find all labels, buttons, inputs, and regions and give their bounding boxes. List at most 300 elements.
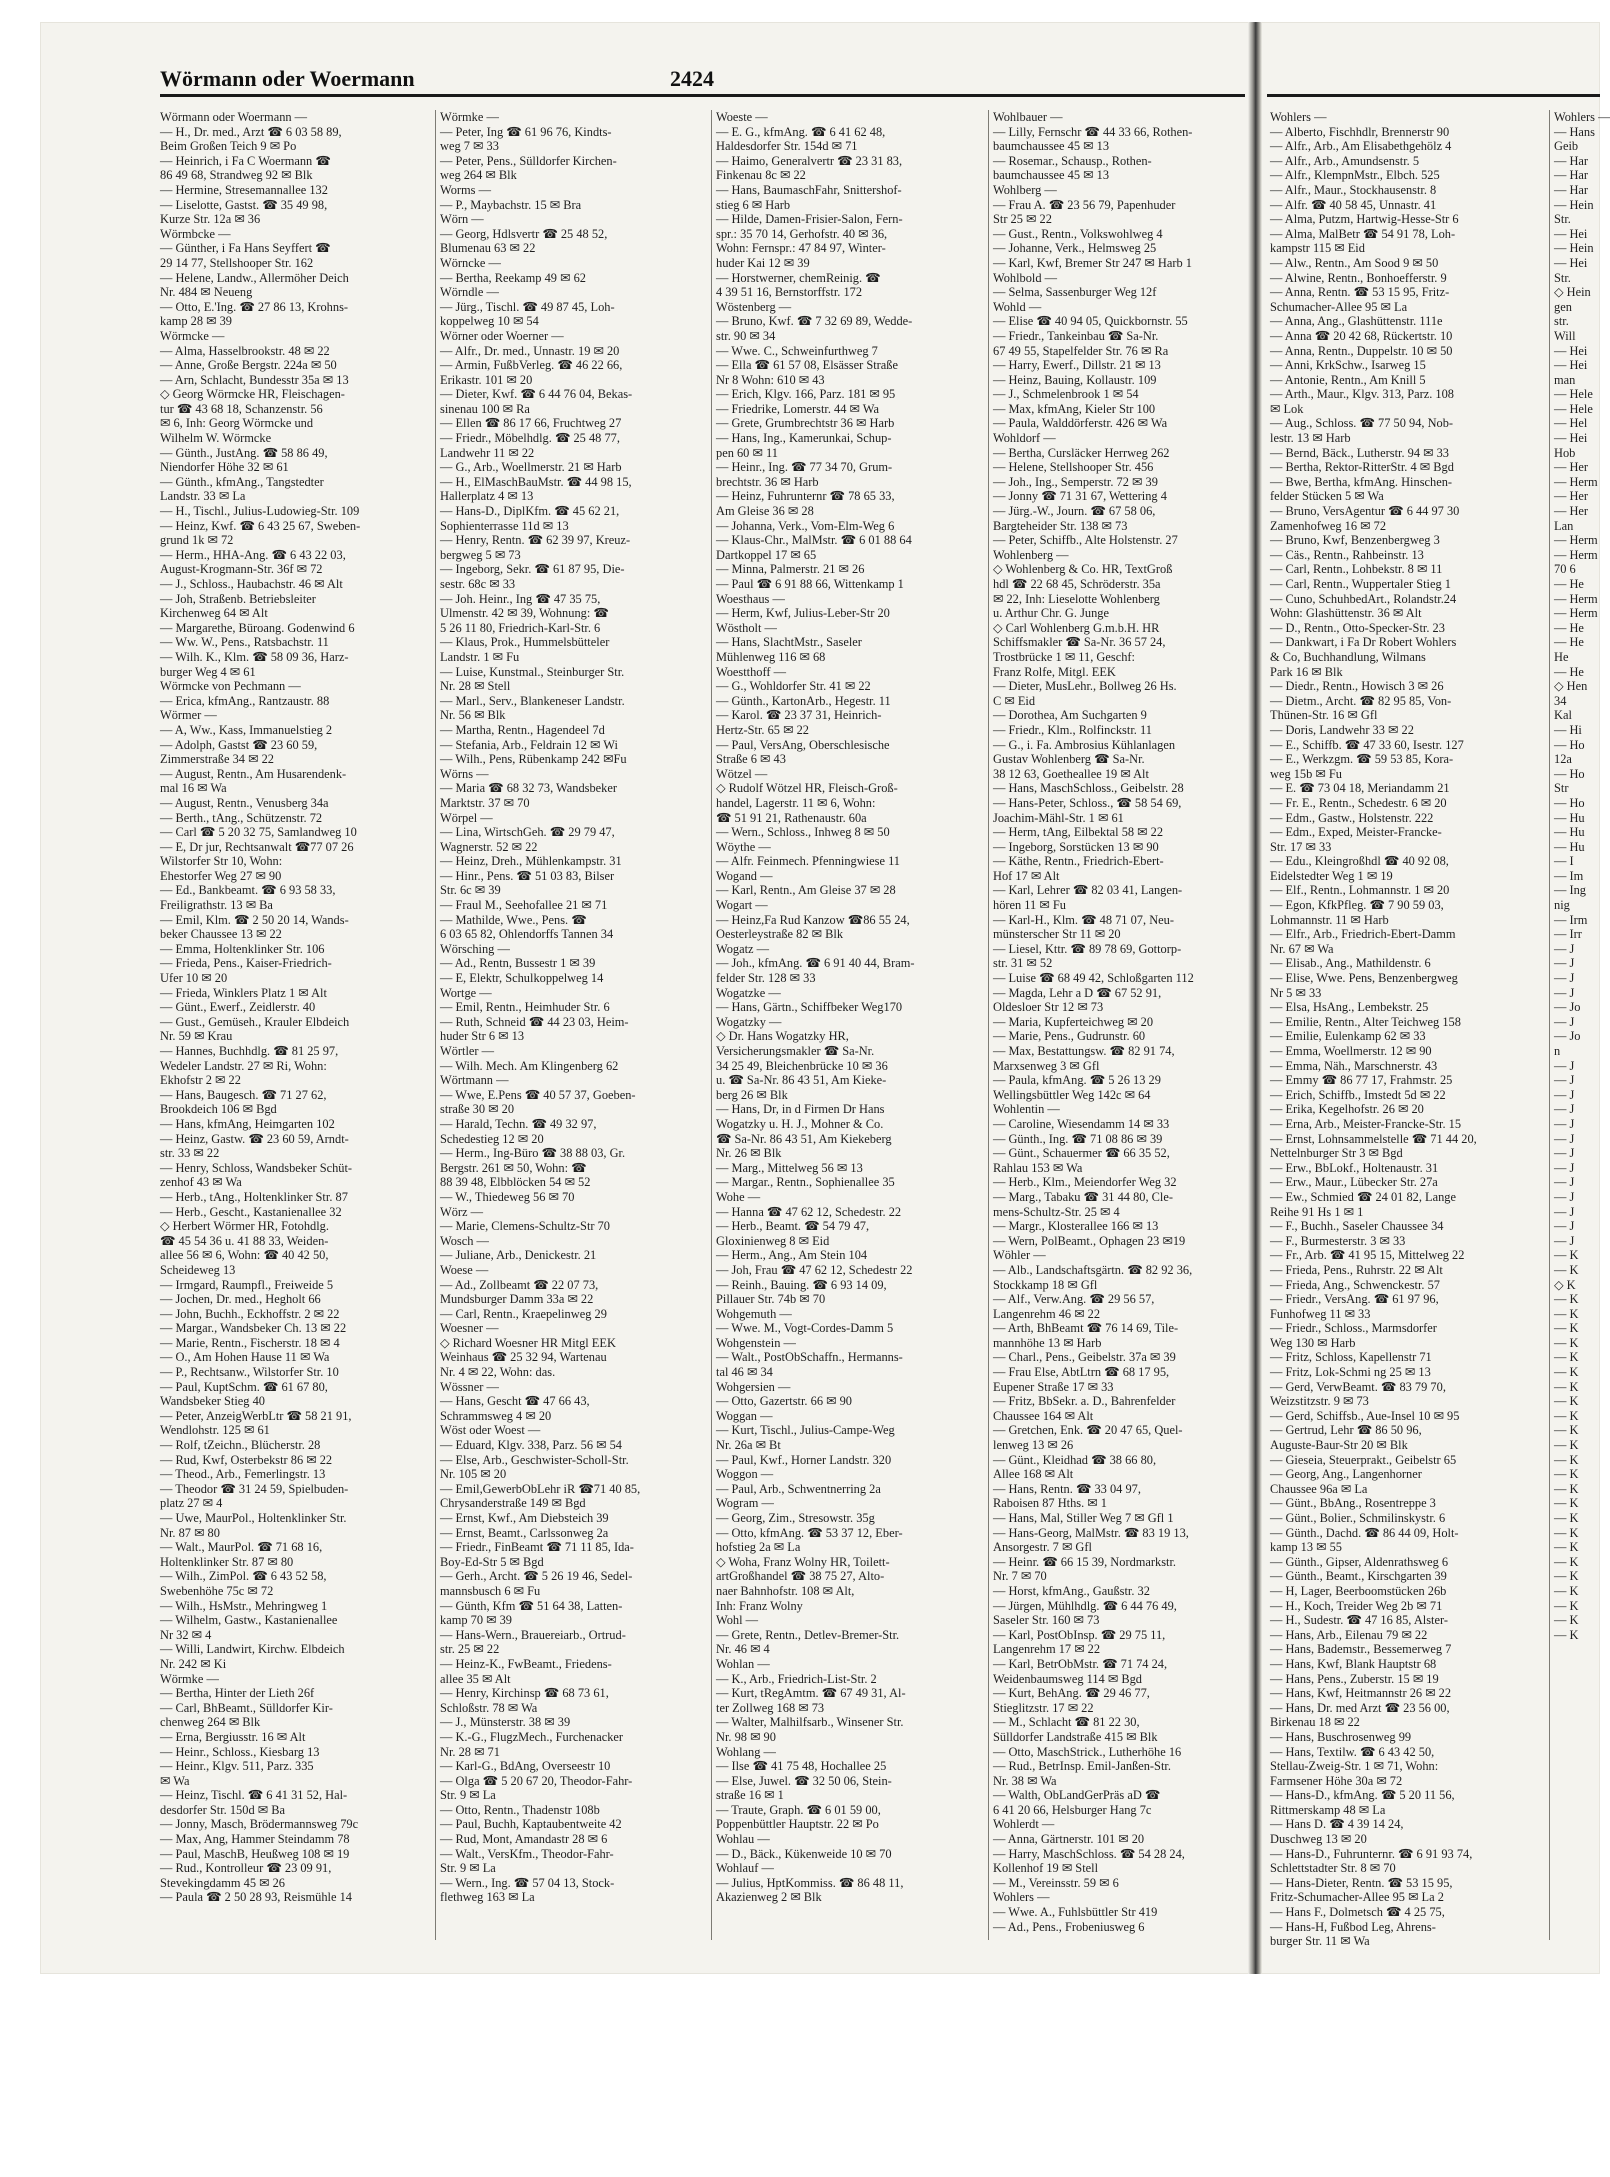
directory-line: — Heinr., Ing. ☎ 77 34 70, Grum- (716, 460, 893, 475)
directory-line: — K (1554, 1262, 1579, 1277)
directory-line: felder Str. 128 ✉ 33 (716, 971, 816, 986)
directory-line: ◇ Woha, Franz Wolny HR, Toilett- (716, 1554, 890, 1569)
directory-line: Wohgemuth — (716, 1306, 792, 1321)
directory-line: baumchaussee 45 ✉ 13 (993, 168, 1110, 183)
directory-line: ◇ Hen (1554, 679, 1588, 694)
directory-line: Reihe 91 Hs 1 ✉ 1 (1270, 1204, 1364, 1219)
directory-line: münsterscher Str 11 ✉ 20 (993, 927, 1121, 942)
directory-line: ter Zollweg 168 ✉ 73 (716, 1700, 825, 1715)
directory-line: — Fritz, Schloss, Kapellenstr 71 (1270, 1350, 1432, 1365)
directory-line: Wosch — (440, 1233, 489, 1248)
directory-line: — Günt., Schauermer ☎ 66 35 52, (993, 1146, 1170, 1161)
directory-line: Franz Rolfe, Mitgl. EEK (993, 664, 1116, 679)
directory-line: — Karl, Kwf, Bremer Str 247 ✉ Harb 1 (993, 255, 1192, 270)
running-head: Wörmann oder Woermann (160, 66, 415, 91)
directory-line: Nr. 87 ✉ 80 (160, 1525, 220, 1540)
directory-line: — Erna, Arb., Meister-Francke-Str. 15 (1270, 1116, 1462, 1131)
directory-line: Haldesdorfer Str. 154d ✉ 71 (716, 139, 858, 154)
directory-line: — Heinz, Dreh., Mühlenkampstr. 31 (440, 854, 622, 869)
directory-line: — Günth., Beamt., Kirschgarten 39 (1270, 1569, 1447, 1584)
directory-line: — Traute, Graph. ☎ 6 01 59 00, (716, 1802, 881, 1817)
directory-line: — Olga ☎ 5 20 67 20, Theodor-Fahr- (440, 1773, 633, 1788)
directory-line: — K (1554, 1335, 1579, 1350)
directory-line: — J (1554, 1131, 1575, 1146)
directory-line: Wohe — (716, 1189, 761, 1204)
directory-line: — Hans, Ing., Kamerunkai, Schup- (716, 431, 892, 446)
directory-line: Nr 8 Wohn: 610 ✉ 43 (716, 372, 825, 387)
directory-line: Wilhelm W. Wörmcke (160, 431, 272, 446)
directory-line: — Herm (1554, 474, 1598, 489)
directory-line: ◇ Herbert Wörmer HR, Fotohdlg. (160, 1219, 329, 1234)
directory-line: Fritz-Schumacher-Allee 95 ✉ La 2 (1270, 1890, 1444, 1905)
directory-line: Holtenklinker Str. 87 ✉ 80 (160, 1554, 294, 1569)
directory-line: — E., Schiffb. ☎ 47 33 60, Isestr. 127 (1270, 737, 1464, 752)
directory-line: — Wern, PolBeamt., Ophagen 23 ✉19 (993, 1233, 1186, 1248)
directory-line: — Emma, Näh., Marschnerstr. 43 (1270, 1058, 1438, 1073)
directory-line: Woggon — (716, 1467, 774, 1482)
directory-line: Weg 130 ✉ Harb (1270, 1335, 1356, 1350)
directory-line: — Elfr., Arb., Friedrich-Ebert-Damm (1270, 927, 1456, 942)
directory-line: — Klaus, Prok., Hummelsbütteler (440, 635, 610, 650)
directory-line: — Günth., Ing. ☎ 71 08 86 ✉ 39 (993, 1131, 1163, 1146)
directory-line: — Paul ☎ 6 91 88 66, Wittenkamp 1 (716, 577, 904, 591)
directory-line: — Peter, Schiffb., Alte Holstenstr. 27 (993, 533, 1178, 548)
directory-line: Will (1554, 328, 1576, 343)
directory-line: — Anna, Rentn., Duppelstr. 10 ✉ 50 (1270, 343, 1453, 358)
directory-line: — H., Dr. med., Arzt ☎ 6 03 58 89, (160, 124, 342, 139)
directory-line: — Bruno, Kwf, Benzenbergweg 3 (1270, 533, 1440, 548)
directory-line: — K (1554, 1321, 1579, 1336)
directory-line: — Henry, Kirchinsp ☎ 68 73 61, (440, 1686, 609, 1701)
directory-line: — Emilie, Eulenkamp 62 ✉ 33 (1270, 1029, 1426, 1044)
directory-line: — He (1554, 620, 1584, 635)
directory-line: Wohld — (993, 299, 1042, 314)
directory-line: — Gretchen, Enk. ☎ 20 47 65, Quel- (993, 1423, 1183, 1438)
directory-line: — Günth., kfmAng., Tangstedter (160, 474, 324, 489)
directory-line: Schedestieg 12 ✉ 20 (440, 1131, 544, 1146)
directory-line: Woese — (440, 1262, 489, 1277)
directory-line: — Fraul M., Seehofallee 21 ✉ 71 (440, 898, 608, 913)
directory-line: — Hans-D., DiplKfm. ☎ 45 62 21, (440, 504, 620, 519)
directory-line: str. 31 ✉ 52 (993, 956, 1053, 971)
directory-line: — Georg, Hdlsvertr ☎ 25 48 52, (440, 226, 608, 241)
directory-line: — Wwe. A., Fuhlsbüttler Str 419 (993, 1905, 1158, 1920)
directory-line: — Ilse ☎ 41 75 48, Hochallee 25 (716, 1759, 887, 1774)
directory-line: — Ernst, Kwf., Am Diebsteich 39 (440, 1511, 609, 1525)
directory-line: Schloßstr. 78 ✉ Wa (440, 1700, 538, 1715)
directory-line: — Rolf, tZeichn., Blücherstr. 28 (160, 1438, 321, 1453)
directory-line: — J (1554, 1058, 1575, 1073)
directory-line: — Wilh., Pens, Rübenkamp 242 ✉Fu (440, 752, 627, 767)
directory-line: Wohlbold — (993, 270, 1058, 285)
directory-line: ◇ Hein (1554, 285, 1591, 300)
directory-line: — Heinz,Fa Rud Kanzow ☎86 55 24, (716, 912, 910, 927)
directory-line: Woesthaus — (716, 591, 785, 606)
directory-line: — Anni, KrkSchw., Isarweg 15 (1270, 358, 1426, 373)
directory-line: Str. 17 ✉ 33 (1270, 839, 1332, 854)
directory-line: — J (1554, 971, 1575, 986)
directory-line: Wöstholt — (716, 620, 777, 635)
directory-line: — Otto, kfmAng. ☎ 53 37 12, Eber- (716, 1525, 903, 1540)
directory-line: Stellau-Zweig-Str. 1 ✉ 71, Wohn: (1270, 1759, 1439, 1774)
directory-line: Schlettstadter Str. 8 ✉ 70 (1270, 1861, 1396, 1876)
directory-line: Chaussee 164 ✉ Alt (993, 1408, 1094, 1423)
directory-line: — Heinr. ☎ 66 15 39, Nordmarkstr. (993, 1554, 1177, 1569)
directory-line: — Hans, Bademstr., Bessemerweg 7 (1270, 1642, 1452, 1657)
directory-line: Woeste — (716, 110, 768, 124)
directory-line: — Günth., KartonArb., Hegestr. 11 (716, 693, 891, 708)
directory-line: — Edu., Kleingroßhdl ☎ 40 92 08, (1270, 854, 1449, 869)
directory-line: Lan (1554, 518, 1574, 533)
directory-line: 88 39 48, Elbblöcken 54 ✉ 52 (440, 1175, 591, 1190)
directory-line: — Martha, Rentn., Hagendeel 7d (440, 722, 605, 737)
directory-line: — E. ☎ 73 04 18, Meriandamm 21 (1270, 781, 1450, 796)
directory-line: Rittmerskamp 48 ✉ La (1270, 1802, 1386, 1817)
directory-line: — Jo (1554, 1029, 1581, 1044)
directory-line: Dartkoppel 17 ✉ 65 (716, 547, 817, 562)
directory-line: — Emma, Holtenklinker Str. 106 (160, 941, 325, 956)
directory-line: — K (1554, 1408, 1579, 1423)
directory-line: Wössner — (440, 1379, 499, 1394)
directory-line: — Heinz, Tischl. ☎ 6 41 31 52, Hal- (160, 1788, 348, 1803)
directory-line: Lohmannstr. 11 ✉ Harb (1270, 912, 1389, 927)
directory-line: — Erw., Maur., Lübecker Str. 27a (1270, 1175, 1438, 1190)
directory-line: Str. 6c ✉ 39 (440, 883, 501, 898)
directory-line: — Marg., Tabaku ☎ 31 44 80, Cle- (993, 1189, 1173, 1204)
directory-line: brechtstr. 36 ✉ Harb (716, 474, 819, 489)
directory-line: — Emil, Klm. ☎ 2 50 20 14, Wands- (160, 912, 349, 927)
directory-line: — Gust., Gemüseh., Krauler Elbdeich (160, 1014, 350, 1029)
directory-line: — Fritz, Lok-Schmi ng 25 ✉ 13 (1270, 1365, 1431, 1380)
directory-line: — Ad., Rentn, Bussestr 1 ✉ 39 (440, 956, 596, 971)
directory-line: — Erich, Schiffb., Imstedt 5d ✉ 22 (1270, 1087, 1446, 1102)
directory-line: — Carl, Rentn., Lohbekstr. 8 ✉ 11 (1270, 562, 1443, 577)
directory-line: Wogatzky — (716, 1014, 782, 1029)
directory-line: — Friedrike, Lomerstr. 44 ✉ Wa (716, 401, 879, 416)
directory-line: — Marl., Serv., Blankeneser Landstr. (440, 693, 625, 708)
directory-line: ◇ Carl Wohlenberg G.m.b.H. HR (993, 620, 1160, 635)
directory-line: — Hele (1554, 401, 1593, 416)
directory-line: — Frau A. ☎ 23 56 79, Papenhuder (993, 197, 1176, 212)
directory-line: Rahlau 153 ✉ Wa (993, 1160, 1083, 1175)
directory-line: — K (1554, 1306, 1579, 1321)
directory-line: — Edm., Gastw., Holstenstr. 222 (1270, 810, 1434, 825)
directory-line: chenweg 264 ✉ Blk (160, 1715, 261, 1730)
directory-line: — Luise, Kunstmal., Steinburger Str. (440, 664, 625, 679)
directory-line: Erikastr. 101 ✉ 20 (440, 372, 533, 387)
directory-line: Weinhaus ☎ 25 32 94, Wartenau (440, 1350, 607, 1365)
directory-line: felder Stücken 5 ✉ Wa (1270, 489, 1384, 504)
directory-line: — Walter, Malhilfsarb., Winsener Str. (716, 1715, 904, 1730)
directory-line: — Gerh., Archt. ☎ 5 26 19 46, Sedel- (440, 1569, 633, 1584)
directory-line: — Gerd, Schiffsb., Aue-Insel 10 ✉ 95 (1270, 1408, 1460, 1423)
directory-line: — Alberto, Fischhdlr, Brennerstr 90 (1270, 124, 1450, 139)
directory-line: — Jo (1554, 1000, 1581, 1015)
directory-line: mannhöhe 13 ✉ Harb (993, 1335, 1102, 1350)
directory-line: ✉ Wa (160, 1773, 190, 1788)
directory-line: — G., Arb., Woellmerstr. 21 ✉ Harb (440, 460, 622, 475)
directory-column-4 (993, 110, 1243, 1940)
directory-line: — J (1554, 1146, 1575, 1161)
directory-line: Eidelstedter Weg 1 ✉ 19 (1270, 868, 1393, 883)
directory-line: Wohlenberg — (993, 547, 1069, 562)
directory-line: — Alwine, Rentn., Bonhoefferstr. 9 (1270, 270, 1447, 285)
directory-line: Wohlberg — (993, 182, 1057, 197)
directory-line: — Doris, Landwehr 33 ✉ 22 (1270, 722, 1414, 737)
directory-line: Wörmcke — (160, 328, 225, 343)
directory-line: — E, Dr jur, Rechtsanwalt ☎77 07 26 (160, 839, 354, 854)
directory-line: ☎ Sa-Nr. 86 43 51, Am Kiekeberg (716, 1131, 892, 1146)
directory-line: — Anna ☎ 20 42 68, Rückertstr. 10 (1270, 328, 1453, 343)
directory-line: — K.-G., FlugzMech., Furchenacker (440, 1729, 624, 1744)
directory-line: — Mathilde, Wwe., Pens. ☎ (440, 912, 587, 927)
directory-line: — Hele (1554, 387, 1593, 402)
directory-line: Nr 5 ✉ 33 (1270, 985, 1322, 1000)
directory-line: u. ☎ Sa-Nr. 86 43 51, Am Kieke- (716, 1073, 887, 1088)
directory-line: — Peter, Ing ☎ 61 96 76, Kindts- (440, 124, 612, 139)
directory-line: ✉ 6, Inh: Georg Wörmcke und (160, 416, 314, 431)
directory-line: stieg 6 ✉ Harb (716, 197, 791, 212)
directory-line: — Frieda, Ang., Schwenckestr. 57 (1270, 1277, 1441, 1292)
directory-line: str. 25 ✉ 22 (440, 1642, 500, 1657)
directory-line: — Har (1554, 168, 1589, 183)
directory-line: Ulmenstr. 42 ✉ 39, Wohnung: ☎ (440, 606, 609, 621)
directory-line: — Wwe, E.Pens ☎ 40 57 37, Goeben- (440, 1087, 636, 1102)
directory-line: baumchaussee 45 ✉ 13 (993, 139, 1110, 154)
directory-line: Woesner — (440, 1321, 499, 1336)
directory-line: — Henry, Schloss, Wandsbeker Schüt- (160, 1160, 353, 1175)
directory-line: — Friedr., Tankeinbau ☎ Sa-Nr. (993, 328, 1159, 343)
directory-line: Langenrehm 17 ✉ 22 (993, 1642, 1101, 1657)
directory-line: Ehestorfer Weg 27 ✉ 90 (160, 868, 282, 883)
directory-line: — Wilh. Mech. Am Klingenberg 62 (440, 1058, 619, 1073)
directory-line: Wörmer — (160, 708, 217, 723)
directory-line: Kollenhof 19 ✉ Stell (993, 1861, 1099, 1876)
directory-line: — Stefania, Arb., Feldrain 12 ✉ Wi (440, 737, 618, 752)
directory-line: Wöythe — (716, 839, 771, 854)
directory-column-next-page-2 (1554, 110, 1610, 1940)
directory-line: — W., Thiedeweg 56 ✉ 70 (440, 1189, 575, 1204)
directory-line: — Julius, HptKommiss. ☎ 86 48 11, (716, 1875, 904, 1890)
directory-line: — Cuno, SchuhbedArt., Rolandstr.24 (1270, 591, 1457, 606)
directory-line: — Bertha, Cursläcker Herrweg 262 (993, 445, 1170, 460)
directory-line: Swebenhöhe 75c ✉ 72 (160, 1583, 274, 1598)
directory-line: Hof 17 ✉ Alt (993, 868, 1060, 883)
directory-line: — Im (1554, 868, 1584, 883)
directory-line: — K (1554, 1540, 1579, 1555)
directory-line: Wörns — (440, 766, 489, 781)
directory-line: — Hans, Gescht ☎ 47 66 43, (440, 1394, 590, 1409)
directory-line: Wogart — (716, 898, 768, 913)
directory-line: — Karl, Lehrer ☎ 82 03 41, Langen- (993, 883, 1183, 898)
directory-line: Schrammsweg 4 ✉ 20 (440, 1408, 552, 1423)
directory-line: — Ed., Bankbeamt. ☎ 6 93 58 33, (160, 883, 336, 898)
directory-line: 29 14 77, Stellshooper Str. 162 (160, 255, 314, 270)
directory-line: — Hei (1554, 343, 1588, 358)
directory-line: — Uwe, MaurPol., Holtenklinker Str. (160, 1511, 347, 1525)
directory-line: — J., Schmelenbrook 1 ✉ 54 (993, 387, 1139, 402)
directory-line: Wörmke — (440, 110, 499, 124)
directory-line: — Hein (1554, 241, 1594, 256)
directory-line: — Charl., Pens., Geibelstr. 37a ✉ 39 (993, 1350, 1176, 1365)
directory-line: — K (1554, 1583, 1579, 1598)
directory-line: — Hans, Buschrosenweg 99 (1270, 1729, 1412, 1744)
directory-line: — J (1554, 1102, 1575, 1117)
directory-line: Sülldorfer Landstraße 415 ✉ Blk (993, 1729, 1158, 1744)
directory-line: — Erw., BbLokf., Holtenaustr. 31 (1270, 1160, 1439, 1175)
directory-line: Boy-Ed-Str 5 ✉ Bgd (440, 1554, 544, 1569)
directory-line: Wellingsbüttler Weg 142c ✉ 64 (993, 1087, 1151, 1102)
directory-line: Nr. 242 ✉ Ki (160, 1656, 227, 1671)
directory-line: — Alfr., Maur., Stockhausenstr. 8 (1270, 182, 1437, 197)
directory-line: Wohn: Fernspr.: 47 84 97, Winter- (716, 241, 886, 256)
directory-line: — Alw., Rentn., Am Sood 9 ✉ 50 (1270, 255, 1439, 270)
directory-line: straße 30 ✉ 20 (440, 1102, 515, 1117)
directory-line: — K (1554, 1467, 1579, 1482)
directory-line: Kurze Str. 12a ✉ 36 (160, 212, 261, 227)
directory-line: — Adolph, Gastst ☎ 23 60 59, (160, 737, 318, 752)
directory-line: Stevekingdamm 45 ✉ 26 (160, 1875, 285, 1890)
directory-line: — Lina, WirtschGeh. ☎ 29 79 47, (440, 825, 615, 840)
directory-line: — H, Lager, Beerboomstücken 26b (1270, 1583, 1447, 1598)
directory-line: — Wilh. K., Klm. ☎ 58 09 36, Harz- (160, 649, 349, 664)
directory-line: — Hans (1554, 124, 1595, 139)
directory-line: Gloxinienweg 8 ✉ Eid (716, 1233, 830, 1248)
directory-line: Nr. 105 ✉ 20 (440, 1467, 507, 1482)
directory-line: ☎ 51 91 21, Rathenaustr. 60a (716, 810, 867, 825)
directory-line: Birkenau 18 ✉ 22 (1270, 1715, 1360, 1730)
directory-line: — Günth., Dachd. ☎ 86 44 09, Holt- (1270, 1525, 1459, 1540)
directory-line: Str 25 ✉ 22 (993, 212, 1052, 227)
directory-line: — Erna, Bergiusstr. 16 ✉ Alt (160, 1729, 306, 1744)
directory-line: — Hei (1554, 431, 1588, 446)
directory-line: — Alfr., Dr. med., Unnastr. 19 ✉ 20 (440, 343, 620, 358)
directory-line: — Dieter, Kwf. ☎ 6 44 76 04, Bekas- (440, 387, 633, 402)
directory-line: kamp 13 ✉ 55 (1270, 1540, 1342, 1555)
directory-line: — Liesel, Kttr. ☎ 89 78 69, Gottorp- (993, 941, 1182, 956)
directory-line: — Marie, Rentn., Fischerstr. 18 ✉ 4 (160, 1335, 340, 1350)
directory-line: — J (1554, 1233, 1575, 1248)
directory-line: — K (1554, 1511, 1579, 1525)
directory-line: — August, Rentn., Am Husarendenk- (160, 766, 347, 781)
directory-line: — Marie, Pens., Gudrunstr. 60 (993, 1029, 1146, 1044)
directory-line: — Herm (1554, 547, 1598, 562)
directory-line: mal 16 ✉ Wa (160, 781, 227, 796)
directory-line: Wagnerstr. 52 ✉ 22 (440, 839, 538, 854)
directory-line: man (1554, 372, 1576, 387)
directory-line: — Caroline, Wiesendamm 14 ✉ 33 (993, 1116, 1170, 1131)
directory-line: — Herm., Ing-Büro ☎ 38 88 03, Gr. (440, 1146, 626, 1161)
directory-line: straße 16 ✉ 1 (716, 1788, 784, 1803)
directory-line: Wohlauf — (716, 1861, 774, 1876)
directory-line: — Hans, Kwf, Heitmannstr 26 ✉ 22 (1270, 1686, 1452, 1701)
directory-line: Wörpel — (440, 810, 493, 825)
directory-line: — Peter, Pens., Sülldorfer Kirchen- (440, 153, 617, 168)
directory-line: Nr. 28 ✉ 71 (440, 1744, 500, 1759)
directory-line: — Grete, Rentn., Detlev-Bremer-Str. (716, 1627, 900, 1642)
directory-line: ◇ K (1554, 1277, 1576, 1292)
page-header (160, 66, 1240, 96)
directory-line: kamp 70 ✉ 39 (440, 1613, 512, 1628)
directory-line: — Joh., kfmAng. ☎ 6 91 40 44, Bram- (716, 956, 915, 971)
directory-line: — Willi, Landwirt, Kirchw. Elbdeich (160, 1642, 345, 1657)
directory-line: — Hans-Wern., Brauereiarb., Ortrud- (440, 1627, 626, 1642)
directory-line: — Paul, Arb., Schwentnerring 2a (716, 1481, 881, 1496)
directory-line: — Hu (1554, 839, 1585, 854)
directory-line: Landstr. 1 ✉ Fu (440, 649, 520, 664)
directory-line: — D., Bäck., Kükenweide 10 ✉ 70 (716, 1846, 892, 1861)
directory-line: Nr 32 ✉ 4 (160, 1627, 212, 1642)
directory-line: — K (1554, 1481, 1579, 1496)
directory-line: Nr. 28 ✉ Stell (440, 679, 511, 694)
directory-line: — Otto, MaschStrick., Lutherhöhe 16 (993, 1744, 1182, 1759)
directory-line: — Wilh., ZimPol. ☎ 6 43 52 58, (160, 1569, 327, 1584)
directory-line: — Friedr., Klm., Rolfinckstr. 11 (993, 722, 1152, 737)
directory-line: — Hans, BaumaschFahr, Snittershof- (716, 182, 902, 197)
directory-line: — Karl-H., Klm. ☎ 48 71 07, Neu- (993, 912, 1174, 927)
column-divider (711, 110, 712, 1940)
directory-line: — Wern., Schloss., Inhweg 8 ✉ 50 (716, 825, 890, 840)
directory-line: Oesterleystraße 82 ✉ Blk (716, 927, 844, 942)
directory-line: Woggan — (716, 1408, 773, 1423)
directory-line: Nr. 4 ✉ 22, Wohn: das. (440, 1365, 556, 1380)
directory-line: — Anna, Ang., Glashüttenstr. 111e (1270, 314, 1443, 329)
directory-line: Nr. 56 ✉ Blk (440, 708, 506, 723)
directory-line: 5 26 11 80, Friedrich-Karl-Str. 6 (440, 620, 601, 635)
directory-column-2 (440, 110, 706, 1940)
directory-line: Weidenbaumsweg 114 ✉ Bgd (993, 1671, 1142, 1686)
directory-line: — Juliane, Arb., Denickestr. 21 (440, 1248, 597, 1263)
directory-line: — Liselotte, Gastst. ☎ 35 49 98, (160, 197, 328, 212)
directory-line: Ekhofstr 2 ✉ 22 (160, 1073, 241, 1088)
directory-line: — Max, Ang, Hammer Steindamm 78 (160, 1832, 350, 1847)
directory-line: — Ernst, Lohnsammelstelle ☎ 71 44 20, (1270, 1131, 1477, 1146)
directory-line: — Arn, Schlacht, Bundesstr 35a ✉ 13 (160, 372, 349, 387)
directory-line: — Luise ☎ 68 49 42, Schloßgarten 112 (993, 971, 1194, 986)
directory-line: — Jürgen, Mühlhdlg. ☎ 6 44 76 49, (993, 1598, 1177, 1613)
directory-line: — J (1554, 1087, 1575, 1102)
directory-line: Nr. 26 ✉ Blk (716, 1146, 782, 1161)
directory-line: — Berth., tAng., Schützenstr. 72 (160, 810, 323, 825)
directory-line: berg 26 ✉ Blk (716, 1087, 788, 1102)
directory-line: — Alma, Hasselbrookstr. 48 ✉ 22 (160, 343, 330, 358)
directory-line: — Hanna ☎ 47 62 12, Schedestr. 22 (716, 1204, 902, 1219)
directory-line: — F., Buchh., Saseler Chaussee 34 (1270, 1219, 1444, 1234)
directory-line: — Alf., Verw.Ang. ☎ 29 56 57, (993, 1292, 1155, 1307)
directory-line: Kirchenweg 64 ✉ Alt (160, 606, 268, 621)
directory-line: Thünen-Str. 16 ✉ Gfl (1270, 708, 1378, 723)
directory-line: — He (1554, 635, 1584, 650)
directory-line: Wohgenstein — (716, 1335, 796, 1350)
directory-line: — Frieda, Winklers Platz 1 ✉ Alt (160, 985, 327, 1000)
directory-line: — Ella ☎ 61 57 08, Elsässer Straße (716, 358, 898, 373)
directory-line: — Ww. W., Pens., Ratsbachstr. 11 (160, 635, 329, 650)
directory-line: — Jürg., Tischl. ☎ 49 87 45, Loh- (440, 299, 615, 314)
directory-line: 38 12 63, Goetheallee 19 ✉ Alt (993, 766, 1149, 781)
directory-line: — Peter, AnzeigWerbLtr ☎ 58 21 91, (160, 1408, 352, 1423)
directory-line: Marktstr. 37 ✉ 70 (440, 795, 530, 810)
directory-line: — Karl-G., BdAng, Overseestr 10 (440, 1759, 611, 1774)
directory-line: — Theod., Arb., Femerlingstr. 13 (160, 1467, 326, 1482)
directory-line: Straße 6 ✉ 43 (716, 752, 786, 767)
directory-line: — Max, kfmAng, Kieler Str 100 (993, 401, 1156, 416)
directory-line: — Frieda, Pens., Ruhrstr. 22 ✉ Alt (1270, 1262, 1443, 1277)
directory-line: mannsbusch 6 ✉ Fu (440, 1583, 541, 1598)
directory-line: Nr. 7 ✉ 70 (993, 1569, 1047, 1584)
directory-line: Wohlentin — (993, 1102, 1060, 1117)
directory-line: — J (1554, 1189, 1575, 1204)
directory-line: — Hans F., Dolmetsch ☎ 4 25 75, (1270, 1905, 1445, 1920)
